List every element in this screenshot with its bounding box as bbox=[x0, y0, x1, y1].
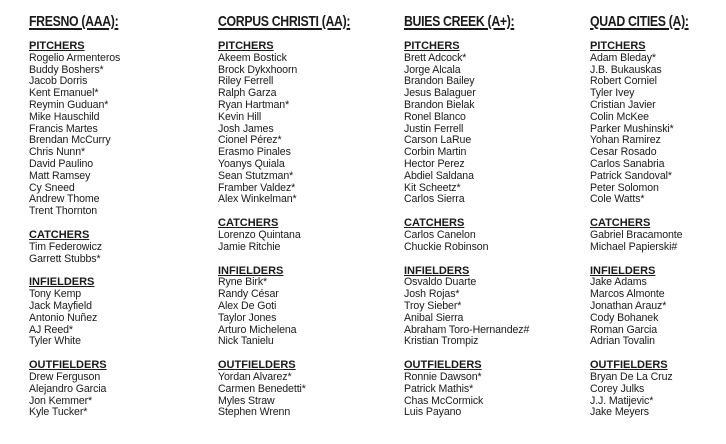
position-heading: CATCHERS bbox=[29, 228, 90, 241]
player-name: Michael Papierski# bbox=[590, 240, 678, 253]
position-group-outfielders bbox=[590, 360, 726, 419]
player-name: Sean Stutzman* bbox=[218, 169, 294, 182]
player-name: J.J. Matijevic* bbox=[590, 394, 654, 407]
player-name: Rogelio Armenteros bbox=[29, 51, 121, 64]
position-heading: PITCHERS bbox=[590, 40, 646, 52]
player-name: Marcos Almonte bbox=[590, 288, 665, 301]
team-title: FRESNO (AAA): bbox=[29, 13, 119, 30]
player-name: Jesus Balaguer bbox=[404, 87, 476, 100]
player-name: Osvaldo Duarte bbox=[404, 276, 477, 289]
position-group-infielders bbox=[590, 266, 726, 349]
player-name: Brock Dykxhoorn bbox=[218, 63, 298, 76]
position-group-outfielders bbox=[29, 360, 209, 419]
player-name: Ronnie Dawson* bbox=[404, 370, 482, 383]
player-name: Ralph Garza bbox=[218, 87, 277, 100]
player-name: Matt Ramsey bbox=[29, 169, 91, 182]
player-name: Roman Garcia bbox=[590, 323, 658, 336]
player-name: Myles Straw bbox=[218, 394, 275, 407]
position-group-pitchers bbox=[404, 41, 584, 206]
position-group-pitchers bbox=[590, 41, 726, 206]
player-name: Carlos Sierra bbox=[404, 193, 465, 206]
player-name: Ryne Birk* bbox=[218, 276, 268, 289]
player-name: Troy Sieber* bbox=[404, 299, 462, 312]
position-group-pitchers bbox=[218, 41, 398, 206]
player-name: Lorenzo Quintana bbox=[218, 228, 301, 241]
player-name: Adam Bleday* bbox=[590, 51, 656, 64]
player-name: Carlos Sanabria bbox=[590, 157, 665, 170]
player-name: Yohan Ramirez bbox=[590, 134, 661, 147]
player-list bbox=[29, 53, 209, 218]
player-list bbox=[218, 277, 398, 348]
player-name: Francis Martes bbox=[29, 122, 98, 135]
position-heading: INFIELDERS bbox=[218, 264, 284, 277]
player-list bbox=[218, 53, 398, 206]
position-groups bbox=[29, 41, 209, 419]
position-heading: CATCHERS bbox=[218, 217, 279, 230]
player-name: Chuckie Robinson bbox=[404, 240, 489, 253]
position-heading: INFIELDERS bbox=[29, 276, 95, 289]
position-heading: OUTFIELDERS bbox=[590, 359, 668, 372]
position-heading: PITCHERS bbox=[404, 40, 460, 52]
player-name: Cole Watts* bbox=[590, 193, 645, 206]
player-name: Cesar Rosado bbox=[590, 146, 657, 159]
position-group-pitchers bbox=[29, 41, 209, 218]
player-list bbox=[218, 230, 398, 254]
player-name: Garrett Stubbs* bbox=[29, 252, 101, 265]
player-name: Colin McKee bbox=[590, 110, 649, 123]
position-heading: OUTFIELDERS bbox=[29, 359, 107, 372]
player-name: Chris Nunn* bbox=[29, 146, 86, 159]
player-name: Tyler White bbox=[29, 335, 81, 348]
position-group-infielders bbox=[404, 266, 584, 349]
player-name: Chas McCormick bbox=[404, 394, 484, 407]
player-list bbox=[218, 372, 398, 419]
position-heading: INFIELDERS bbox=[404, 264, 470, 277]
team-column-buies-creek bbox=[404, 12, 584, 431]
player-list bbox=[29, 289, 209, 348]
player-name: Riley Ferrell bbox=[218, 75, 274, 88]
player-name: Jonathan Arauz* bbox=[590, 299, 667, 312]
player-name: Tony Kemp bbox=[29, 288, 82, 301]
player-list bbox=[404, 277, 584, 348]
player-name: Andrew Thome bbox=[29, 193, 100, 206]
player-name: Kristian Trompiz bbox=[404, 335, 479, 348]
player-name: Jack Mayfield bbox=[29, 299, 92, 312]
player-name: Carmen Benedetti* bbox=[218, 382, 306, 395]
player-name: Luis Payano bbox=[404, 406, 462, 419]
player-list bbox=[404, 53, 584, 206]
player-name: Hector Perez bbox=[404, 157, 465, 170]
player-name: Stephen Wrenn bbox=[218, 406, 291, 419]
player-name: Kit Scheetz* bbox=[404, 181, 461, 194]
player-name: Abraham Toro-Hernandez# bbox=[404, 323, 530, 336]
team-column-quad-cities bbox=[590, 12, 726, 431]
player-name: Brandon Bailey bbox=[404, 75, 475, 88]
position-groups bbox=[590, 41, 726, 419]
player-name: Framber Valdez* bbox=[218, 181, 296, 194]
player-name: Robert Corniel bbox=[590, 75, 657, 88]
player-list bbox=[590, 53, 726, 206]
player-name: Gabriel Bracamonte bbox=[590, 228, 683, 241]
player-name: Corbin Martin bbox=[404, 146, 467, 159]
position-group-catchers bbox=[29, 230, 209, 265]
player-name: Cionel Pérez* bbox=[218, 134, 282, 147]
position-group-catchers bbox=[218, 218, 398, 253]
player-name: Patrick Sandoval* bbox=[590, 169, 672, 182]
player-name: Kevin Hill bbox=[218, 110, 262, 123]
player-name: J.B. Bukauskas bbox=[590, 63, 662, 76]
player-name: Abdiel Saldana bbox=[404, 169, 474, 182]
player-name: Jake Adams bbox=[590, 276, 647, 289]
player-name: Anibal Sierra bbox=[404, 311, 464, 324]
player-name: Jon Kemmer* bbox=[29, 394, 93, 407]
position-group-catchers bbox=[404, 218, 584, 253]
player-name: Yordan Alvarez* bbox=[218, 370, 292, 383]
player-name: Tyler Ivey bbox=[590, 87, 635, 100]
player-name: Carlos Canelon bbox=[404, 228, 476, 241]
player-name: Arturo Michelena bbox=[218, 323, 297, 336]
player-name: Yoanys Quiala bbox=[218, 157, 285, 170]
player-name: David Paulino bbox=[29, 157, 94, 170]
position-group-infielders bbox=[218, 266, 398, 349]
position-groups bbox=[218, 41, 398, 419]
position-heading: CATCHERS bbox=[590, 217, 651, 230]
player-name: Drew Ferguson bbox=[29, 370, 101, 383]
position-group-outfielders bbox=[218, 360, 398, 419]
player-name: Carson LaRue bbox=[404, 134, 472, 147]
player-name: Patrick Mathis* bbox=[404, 382, 474, 395]
player-name: Taylor Jones bbox=[218, 311, 277, 324]
player-list bbox=[404, 230, 584, 254]
position-heading: OUTFIELDERS bbox=[404, 359, 482, 372]
player-name: AJ Reed* bbox=[29, 323, 73, 336]
player-name: Alex Winkelman* bbox=[218, 193, 297, 206]
position-heading: PITCHERS bbox=[218, 40, 274, 52]
position-group-outfielders bbox=[404, 360, 584, 419]
player-name: Kent Emanuel* bbox=[29, 87, 99, 100]
player-name: Akeem Bostick bbox=[218, 51, 287, 64]
player-name: Alex De Goti bbox=[218, 299, 277, 312]
player-name: Reymin Guduan* bbox=[29, 98, 109, 111]
position-heading: CATCHERS bbox=[404, 217, 465, 230]
player-name: Peter Solomon bbox=[590, 181, 659, 194]
player-name: Brandon Bielak bbox=[404, 98, 475, 111]
player-name: Cody Bohanek bbox=[590, 311, 659, 324]
position-groups bbox=[404, 41, 584, 419]
player-list bbox=[29, 242, 209, 266]
player-name: Josh Rojas* bbox=[404, 288, 460, 301]
team-column-fresno bbox=[29, 12, 209, 431]
player-name: Nick Tanielu bbox=[218, 335, 274, 348]
player-name: Parker Mushinski* bbox=[590, 122, 674, 135]
player-list bbox=[29, 372, 209, 419]
player-name: Erasmo Pinales bbox=[218, 146, 291, 159]
player-name: Cristian Javier bbox=[590, 98, 656, 111]
player-name: Antonio Nuñez bbox=[29, 311, 98, 324]
player-name: Ryan Hartman* bbox=[218, 98, 290, 111]
position-group-catchers bbox=[590, 218, 726, 253]
team-title: CORPUS CHRISTI (AA): bbox=[218, 13, 351, 30]
player-name: Jorge Alcala bbox=[404, 63, 461, 76]
team-title: BUIES CREEK (A+): bbox=[404, 13, 515, 30]
team-title: QUAD CITIES (A): bbox=[590, 13, 689, 30]
position-heading: OUTFIELDERS bbox=[218, 359, 296, 372]
player-name: Josh James bbox=[218, 122, 274, 135]
player-name: Jamie Ritchie bbox=[218, 240, 281, 253]
player-list bbox=[590, 277, 726, 348]
player-name: Trent Thornton bbox=[29, 205, 98, 218]
player-name: Ronel Blanco bbox=[404, 110, 466, 123]
player-name: Adrian Tovalin bbox=[590, 335, 655, 348]
team-column-corpus-christi bbox=[218, 12, 398, 431]
position-heading: INFIELDERS bbox=[590, 264, 656, 277]
position-heading: PITCHERS bbox=[29, 40, 85, 52]
position-group-infielders bbox=[29, 277, 209, 348]
player-name: Corey Julks bbox=[590, 382, 645, 395]
player-name: Tim Federowicz bbox=[29, 240, 102, 253]
player-name: Alejandro Garcia bbox=[29, 382, 107, 395]
player-name: Kyle Tucker* bbox=[29, 406, 88, 419]
player-list bbox=[404, 372, 584, 419]
player-name: Brett Adcock* bbox=[404, 51, 467, 64]
player-name: Mike Hauschild bbox=[29, 110, 100, 123]
player-name: Bryan De La Cruz bbox=[590, 370, 673, 383]
player-name: Randy César bbox=[218, 288, 279, 301]
player-name: Cy Sneed bbox=[29, 181, 75, 194]
player-list bbox=[590, 230, 726, 254]
player-name: Buddy Boshers* bbox=[29, 63, 104, 76]
player-name: Brendan McCurry bbox=[29, 134, 111, 147]
player-list bbox=[590, 372, 726, 419]
player-name: Justin Ferrell bbox=[404, 122, 464, 135]
player-name: Jacob Dorris bbox=[29, 75, 88, 88]
player-name: Jake Meyers bbox=[590, 406, 649, 419]
